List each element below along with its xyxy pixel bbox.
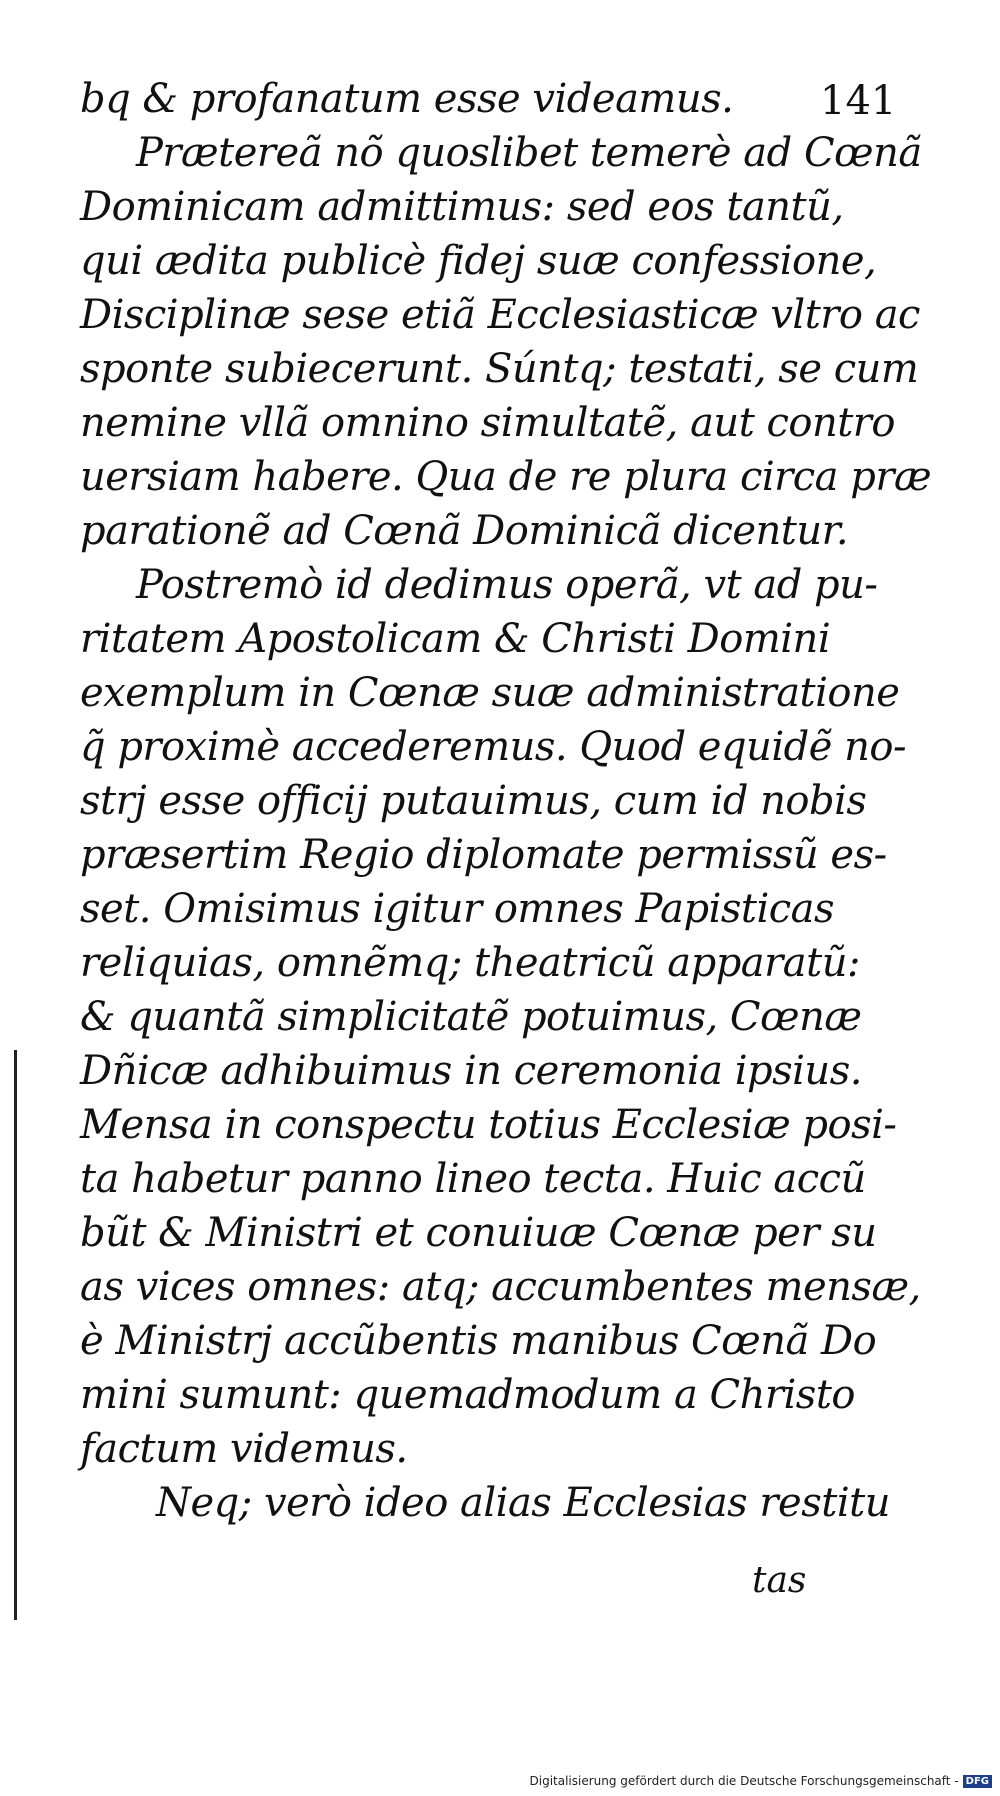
text-line: reliquias, omnẽmq; theatricũ apparatũ:	[80, 940, 860, 986]
text-line: Prætereã nõ quoslibet temerè ad Cœnã	[136, 130, 922, 176]
credit-text: Digitalisierung gefördert durch die Deutsche Forschungsgemeinschaft -	[529, 1774, 959, 1788]
text-line: Disciplinæ sese etiã Ecclesiasticæ vltro ac	[80, 292, 920, 338]
text-line: Neq; verò ideo alias Ecclesias restitu	[156, 1480, 890, 1526]
text-line: strj esse officij putauimus, cum id nobis	[80, 778, 867, 824]
page-number: 141	[820, 78, 897, 124]
text-line: Dominicam admittimus: sed eos tantũ,	[80, 184, 844, 230]
text-line: Dñicæ adhibuimus in ceremonia ipsius.	[80, 1048, 862, 1094]
text-line: as vices omnes: atq; accumbentes mensæ,	[80, 1264, 921, 1310]
text-line: Postremò id dedimus operã, vt ad pu-	[136, 562, 878, 608]
text-line: exemplum in Cœnæ suæ administratione	[80, 670, 900, 716]
text-line: & quantã simplicitatẽ potuimus, Cœnæ	[80, 994, 862, 1040]
text-line: præsertim Regio diplomate permissũ es-	[80, 832, 887, 878]
text-line: q̃ proximè accederemus. Quod equidẽ no-	[80, 724, 906, 770]
text-line: ta habetur panno lineo tecta. Huic accũ	[80, 1156, 866, 1202]
text-line: mini sumunt: quemadmodum a Christo	[80, 1372, 855, 1418]
text-line: factum videmus.	[80, 1426, 408, 1472]
text-line: qui ædita publicè fidej suæ confessione,	[80, 238, 877, 284]
text-line: è Ministrj accũbentis manibus Cœnã Do	[80, 1318, 877, 1364]
text-line: Mensa in conspectu totius Ecclesiæ posi-	[80, 1102, 897, 1148]
text-line: ritatem Apostolicam & Christi Domini	[80, 616, 831, 662]
text-line: bq & profanatum esse videamus.	[80, 76, 734, 122]
text-line: parationẽ ad Cœnã Dominicã dicentur.	[80, 508, 849, 554]
text-line: set. Omisimus igitur omnes Papisticas	[80, 886, 835, 932]
catchword: tas	[752, 1560, 807, 1601]
text-line: sponte subiecerunt. Súntq; testati, se cum	[80, 346, 919, 392]
text-line: uersiam habere. Qua de re plura circa præ	[80, 454, 932, 500]
dfg-logo: DFG	[963, 1775, 992, 1788]
text-line: nemine vllã omnino simultatẽ, aut contro	[80, 400, 895, 446]
digitization-credit	[530, 1774, 993, 1788]
text-line: bũt & Ministri et conuiuæ Cœnæ per su	[80, 1210, 877, 1256]
binding-edge-line	[14, 1050, 17, 1620]
